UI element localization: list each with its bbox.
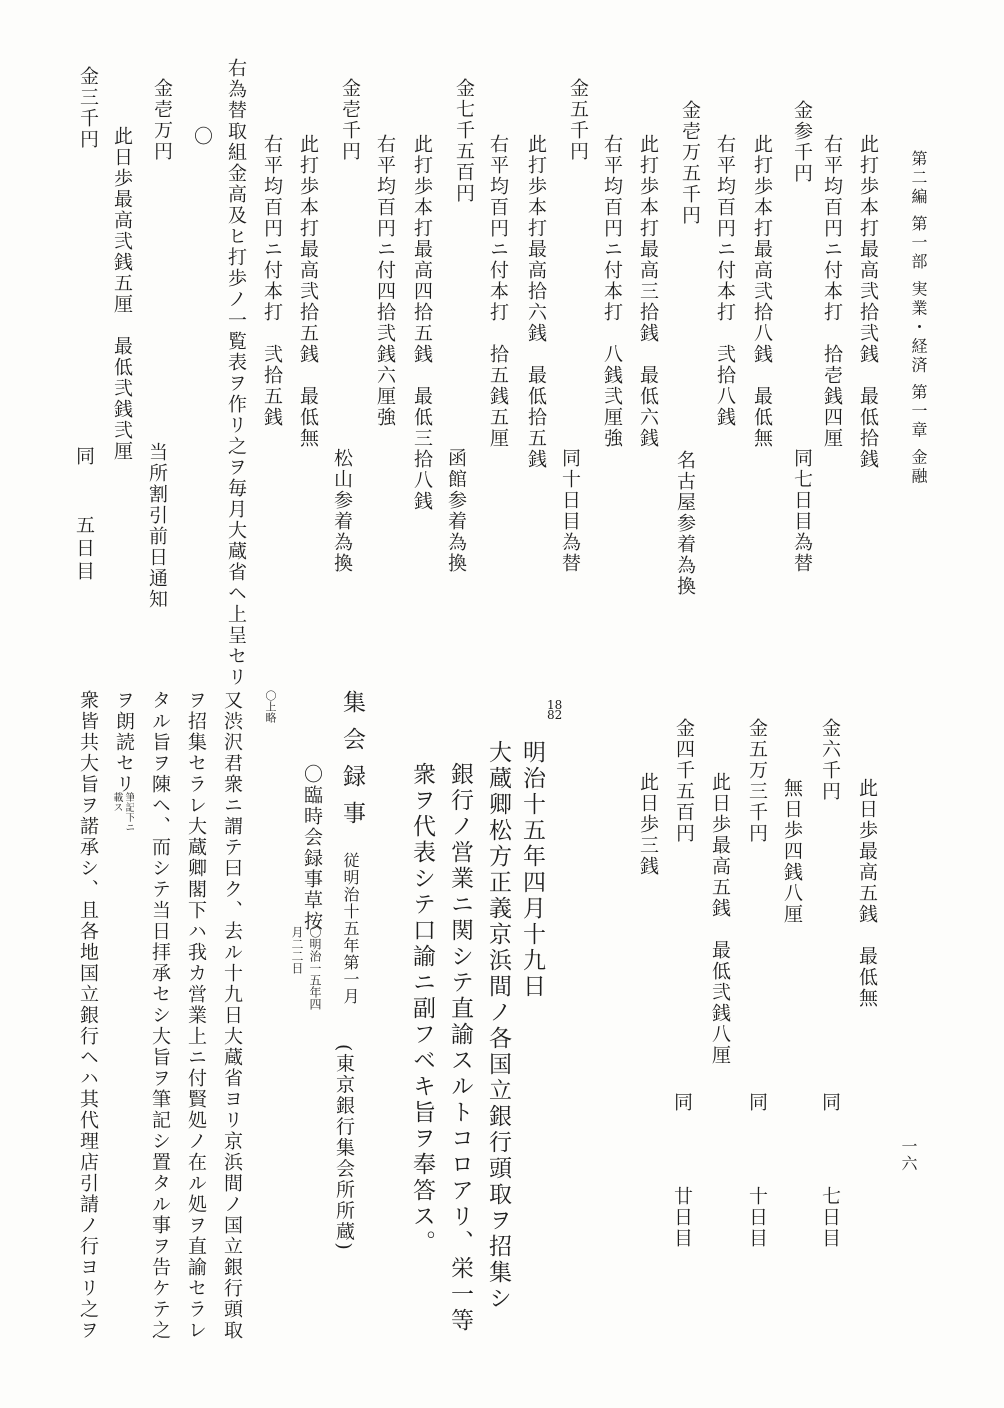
remittance-tail: 同 <box>746 1092 768 1113</box>
average-line: 右平均百円ニ付本打 弐拾五銭 <box>261 134 283 428</box>
circle-mark: 〇 <box>191 126 213 147</box>
amount-entry: 金参千円 <box>791 100 813 184</box>
amount-entry: 金壱万五千円 <box>679 100 701 226</box>
amount-entry: 金壱千円 <box>339 78 361 162</box>
rate-line: 此打歩本打最高三拾銭 最低六銭 <box>637 134 659 449</box>
omission-mark: 〇上略 <box>264 690 277 723</box>
remittance-note: 当所割引前日通知 <box>146 442 168 610</box>
average-line: 右平均百円ニ付四拾弐銭六厘強 <box>374 134 396 428</box>
remittance-days: 七日目 <box>819 1186 841 1249</box>
remittance-note: 名古屋参着為換 <box>674 450 696 597</box>
amount-entry: 金三千円 <box>77 66 99 150</box>
rate-line: 此打歩本打最高弐拾五銭 最低無 <box>297 134 319 449</box>
amount-entry: 金五万三千円 <box>746 718 768 844</box>
rate-line: 此打歩本打最高拾六銭 最低拾五銭 <box>525 134 547 470</box>
rate-line: 此日歩最高弐銭五厘 最低弐銭弐厘 <box>111 126 133 462</box>
amount-entry: 金五千円 <box>567 78 589 162</box>
date-heading: 明治十五年四月十九日 <box>519 740 545 1000</box>
body-line-5: 衆皆共大旨ヲ諾承シ、且各地国立銀行ヘハ其代理店引請ノ行ヨリ之ヲ <box>77 690 99 1341</box>
remittance-tail: 同 <box>819 1092 841 1113</box>
sub-date: 〇明治一五年四月二二日 <box>290 926 322 1010</box>
average-line: 右平均百円ニ付本打 弐拾八銭 <box>714 134 736 428</box>
year-western: 1882 <box>547 698 563 722</box>
remittance-note: 松山参着為換 <box>331 448 353 574</box>
summary-line: 右為替取組金高及ヒ打歩ノ一覧表ヲ作リ之ヲ毎月大蔵省ヘ上呈セリ <box>225 58 247 688</box>
sub-title: 〇臨時会録事草按 <box>301 764 323 932</box>
remittance-days: 廿日目 <box>671 1186 693 1249</box>
remittance-note: 函館参着為換 <box>445 448 467 574</box>
lead-line-2: 銀行ノ営業ニ関シテ直諭スルトコロアリ、栄一等 <box>447 762 473 1334</box>
rate-line: 此日歩三銭 <box>637 772 659 877</box>
inline-note: 筆記下ニ載ス <box>111 792 134 832</box>
lead-line-3: 衆ヲ代表シテ口諭ニ副フベキ旨ヲ奉答ス。 <box>409 762 435 1256</box>
source-holder: (東京銀行集会所所蔵) <box>333 1044 355 1252</box>
average-line: 右平均百円ニ付本打 八銭弐厘強 <box>601 134 623 449</box>
body-line-1: 又渋沢君衆ニ謂テ曰ク、去ル十九日大蔵省ヨリ京浜間ノ国立銀行頭取 <box>221 690 243 1341</box>
rate-line: 無日歩四銭八厘 <box>781 778 803 925</box>
rate-line: 此打歩本打最高弐拾八銭 最低無 <box>751 134 773 449</box>
remittance-tail: 同 <box>671 1092 693 1113</box>
average-line: 右平均百円ニ付本打 拾壱銭四厘 <box>821 134 843 449</box>
rate-line: 此日歩最高五銭 最低弐銭八厘 <box>709 772 731 1066</box>
remittance-days: 十日目 <box>746 1186 768 1249</box>
body-line-3: タル旨ヲ陳ヘ、而シテ当日拝承セシ大旨ヲ筆記シ置タル事ヲ告ケテ之 <box>149 690 171 1341</box>
amount-entry: 金六千円 <box>819 718 841 802</box>
running-title: 第二編 第一部 実業・経済 第一章 金融 <box>909 150 928 487</box>
rate-line: 此日歩最高五銭 最低無 <box>856 778 878 1009</box>
rate-line: 此打歩本打最高弐拾弐銭 最低拾銭 <box>857 134 879 470</box>
body-line-4: ヲ朗読セリ <box>113 690 135 795</box>
source-range: 従明治十五年第一月 <box>341 852 360 1005</box>
amount-entry: 金七千五百円 <box>453 78 475 204</box>
remittance-note: 同十日目為替 <box>559 448 581 574</box>
average-line: 右平均百円ニ付本打 拾五銭五厘 <box>487 134 509 449</box>
body-line-2: ヲ招集セラレ大蔵卿閣下ハ我カ営業上ニ付賢処ノ在ル処ヲ直諭セラレ <box>185 690 207 1341</box>
remittance-note: 同 五日目 <box>73 446 95 584</box>
rate-line: 此打歩本打最高四拾五銭 最低三拾八銭 <box>411 134 433 512</box>
amount-entry: 金四千五百円 <box>673 718 695 844</box>
source-title: 集会録事 <box>339 690 365 838</box>
remittance-note: 同七日目為替 <box>791 448 813 574</box>
lead-line-1: 大蔵卿松方正義京浜間ノ各国立銀行頭取ヲ招集シ <box>485 740 511 1312</box>
page-number: 一六 <box>899 1138 918 1172</box>
amount-entry: 金壱万円 <box>151 78 173 162</box>
